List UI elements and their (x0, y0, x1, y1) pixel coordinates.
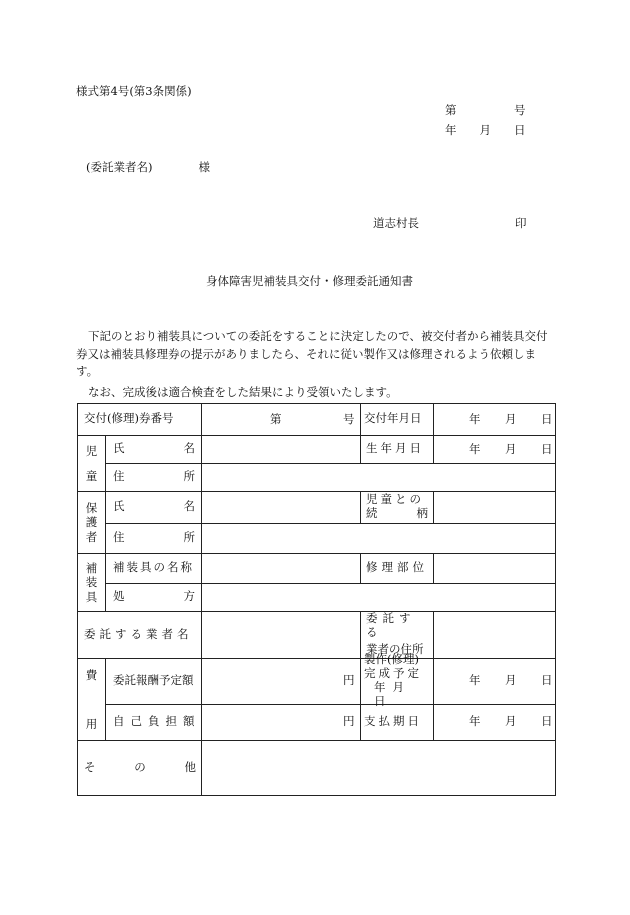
child-address-label: 住 所 (113, 469, 195, 484)
device-group-label: 補 装 具 (85, 560, 98, 604)
relation-label: 児童との 続 柄 (366, 492, 428, 520)
document-date: 年 月 日 (445, 123, 526, 137)
guardian-name-label: 氏 名 (113, 499, 195, 514)
issuer: 道志村長 (373, 216, 419, 230)
repair-part-label: 修理部位 (366, 560, 428, 575)
completion-year: 年 (469, 673, 481, 687)
completion-date-label: 製作(修理) 完成予定 年月日 (364, 652, 422, 708)
contractor-address-label: 委託する 業者の住所 (366, 611, 424, 656)
body-paragraph: 下記のとおり補装具についての委託をすることに決定したので、被交付者から補装具交付券又は補装具修理券の提示がありましたら、それに従い製作又は修理されるよう依頼します。 (76, 329, 548, 378)
payment-month: 月 (505, 714, 517, 728)
fee-label: 委託報酬予定額 (113, 673, 194, 688)
self-pay-yen: 円 (343, 714, 355, 728)
self-pay-label: 自己負担額 (113, 714, 201, 729)
birth-month: 月 (505, 442, 517, 456)
fee-yen: 円 (343, 673, 355, 687)
ticket-dai: 第 (270, 412, 282, 426)
addressee: (委託業者名) 様 (86, 160, 210, 174)
seal-mark: 印 (515, 216, 527, 230)
contractor-name-label: 委託する業者名 (84, 626, 193, 641)
completion-day: 日 (541, 673, 553, 687)
guardian-address-label: 住 所 (113, 530, 195, 545)
issue-date-label: 交付年月日 (364, 411, 422, 426)
payment-day: 日 (541, 714, 553, 728)
other-label: そ の 他 (84, 759, 196, 774)
guardian-group-label: 保 護 者 (85, 500, 98, 544)
device-name-label: 補装具の名称 (113, 560, 194, 575)
ticket-go: 号 (343, 412, 355, 426)
issue-day: 日 (541, 412, 553, 426)
birth-date-label: 生年月日 (366, 441, 424, 456)
ticket-number-label: 交付(修理)券番号 (84, 411, 174, 426)
form-reference: 様式第4号(第3条関係) (76, 84, 192, 98)
issue-month: 月 (505, 412, 517, 426)
payment-date-label: 支払期日 (364, 714, 422, 729)
child-group-label: 児 童 (85, 444, 98, 483)
child-name-label: 氏 名 (113, 441, 195, 456)
document-title: 身体障害児補装具交付・修理委託通知書 (206, 274, 413, 288)
birth-day: 日 (541, 442, 553, 456)
completion-month: 月 (505, 673, 517, 687)
birth-year: 年 (469, 442, 481, 456)
prescription-label: 処 方 (113, 589, 195, 604)
cost-group-label: 費 用 (85, 668, 98, 731)
payment-year: 年 (469, 714, 481, 728)
body-note: なお、完成後は適合検査をした結果により受領いたします。 (88, 385, 398, 399)
document-number: 第 号 (445, 103, 526, 117)
issue-year: 年 (469, 412, 481, 426)
